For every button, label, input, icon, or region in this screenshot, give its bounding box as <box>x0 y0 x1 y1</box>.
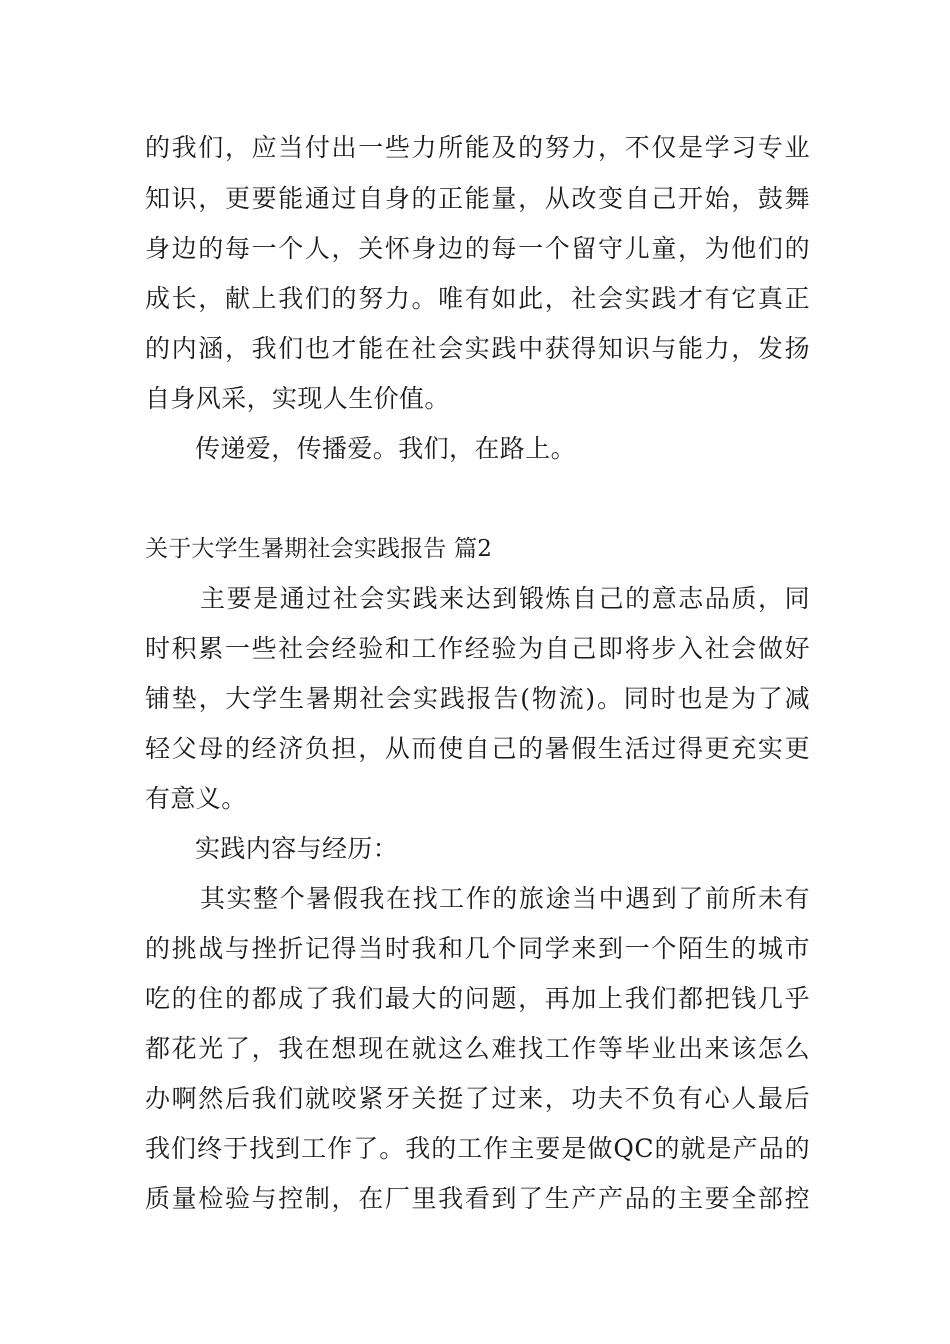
text-line: 的我们，应当付出一些力所能及的努力，不仅是学习专业 <box>145 133 810 162</box>
text-line: 有意义。 <box>145 784 247 813</box>
text-line: 身边的每一个人，关怀身边的每一个留守儿童，为他们的 <box>145 234 810 263</box>
subheading: 实践内容与经历： <box>195 834 399 863</box>
text-line: 知识，更要能通过自身的正能量，从改变自己开始，鼓舞 <box>145 184 810 213</box>
text-line: 时积累一些社会经验和工作经验为自己即将步入社会做好 <box>145 634 810 663</box>
text-line: 办啊然后我们就咬紧牙关挺了过来，功夫不负有心人最后 <box>145 1084 810 1113</box>
text-line: 其实整个暑假我在找工作的旅途当中遇到了前所未有 <box>200 884 810 913</box>
text-line: 吃的住的都成了我们最大的问题，再加上我们都把钱几乎 <box>145 984 810 1013</box>
section-heading: 关于大学生暑期社会实践报告 篇2 <box>145 536 493 562</box>
text-line: 轻父母的经济负担，从而使自己的暑假生活过得更充实更 <box>145 734 810 763</box>
text-line: 质量检验与控制，在厂里我看到了生产产品的主要全部控 <box>145 1184 810 1213</box>
text-line: 都花光了，我在想现在就这么难找工作等毕业出来该怎么 <box>145 1034 810 1063</box>
text-line: 的内涵，我们也才能在社会实践中获得知识与能力，发扬 <box>145 334 810 363</box>
text-line: 铺垫，大学生暑期社会实践报告(物流)。同时也是为了减 <box>145 684 810 713</box>
text-line: 主要是通过社会实践来达到锻炼自己的意志品质，同 <box>200 584 810 613</box>
text-line: 的挑战与挫折记得当时我和几个同学来到一个陌生的城市 <box>145 934 810 963</box>
text-line: 自身风采，实现人生价值。 <box>145 384 450 413</box>
text-line: 成长，献上我们的努力。唯有如此，社会实践才有它真正 <box>145 284 810 313</box>
closing-line: 传递爱，传播爱。我们，在路上。 <box>195 434 577 463</box>
text-line: 我们终于找到工作了。我的工作主要是做QC的就是产品的 <box>145 1134 810 1163</box>
